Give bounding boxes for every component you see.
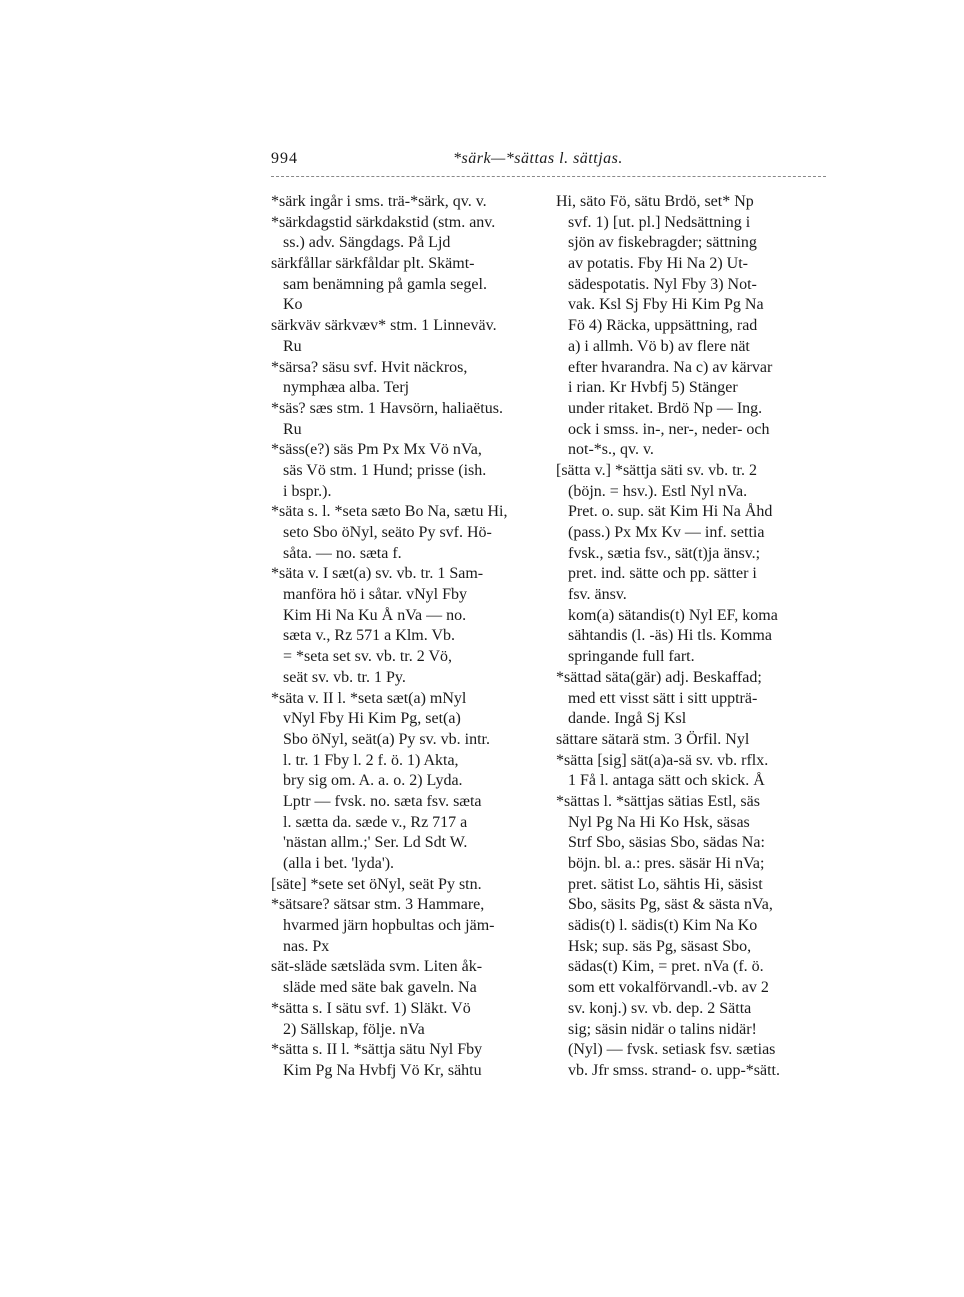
text-line: *säss(e?) säs Pm Px Mx Vö nVa, bbox=[271, 441, 482, 459]
text-line: 'nästan allm.;' Ser. Ld Sdt W. bbox=[283, 834, 468, 852]
text-line: nymphæa alba. Terj bbox=[283, 379, 410, 397]
text-line: under ritaket. Brdö Np — Ing. bbox=[568, 399, 763, 417]
text-line: sädis(t) l. sädis(t) Kim Na Ko bbox=[568, 917, 758, 935]
text-line: l. tr. 1 Fby l. 2 f. ö. 1) Akta, bbox=[283, 751, 459, 769]
text-line: Ko bbox=[283, 296, 303, 314]
text-line: Lptr — fvsk. no. sæta fsv. sæta bbox=[283, 792, 482, 810]
text-line: = *seta set sv. vb. tr. 2 Vö, bbox=[283, 648, 453, 666]
text-line: [sätta v.] *sättja säti sv. vb. tr. 2 bbox=[556, 461, 757, 479]
text-line: ss.) adv. Sängdags. På Ljd bbox=[283, 234, 451, 252]
text-line: Hi, säto Fö, sätu Brdö, set* Np bbox=[556, 193, 754, 210]
text-line: särkfållar särkfåldar plt. Skämt- bbox=[271, 255, 475, 273]
text-line: l. sætta da. sæde v., Rz 717 a bbox=[283, 813, 468, 831]
text-line: sähtandis (l. -äs) Hi tls. Komma bbox=[568, 627, 772, 645]
text-line: (Nyl) — fvsk. setiask fsv. sætias bbox=[568, 1041, 776, 1059]
text-line: seto Sbo öNyl, seäto Py svf. Hö- bbox=[283, 524, 492, 541]
text-line: Strf Sbo, säsias Sbo, sädas Na: bbox=[568, 834, 765, 852]
text-line: Nyl Pg Na Hi Ko Hsk, säsas bbox=[568, 813, 750, 831]
text-line: *sätsare? sätsar stm. 3 Hammare, bbox=[271, 896, 485, 914]
text-line: Sbo öNyl, seät(a) Py sv. vb. intr. bbox=[283, 730, 490, 748]
left-column bbox=[271, 192, 539, 1082]
text-line: Sbo, säsits Pg, säst & sästa nVa, bbox=[568, 896, 773, 914]
text-line: *sätta s. I sätu svf. 1) Släkt. Vö bbox=[271, 999, 471, 1017]
text-line: såta. — no. sæta f. bbox=[283, 544, 402, 562]
text-line: *säta v. I sæt(a) sv. vb. tr. 1 Sam- bbox=[271, 565, 484, 583]
text-line: Hsk; sup. säs Pg, säsast Sbo, bbox=[568, 937, 752, 955]
right-column bbox=[556, 192, 824, 1082]
text-line: Kim Pg Na Hvbfj Vö Kr, sähtu bbox=[283, 1061, 482, 1079]
text-line: med ett visst sätt i sitt uppträ- bbox=[568, 689, 758, 707]
text-line: manföra hö i såtar. vNyl Fby bbox=[283, 586, 467, 604]
text-line: vak. Ksl Sj Fby Hi Kim Pg Na bbox=[568, 296, 764, 314]
text-line: ock i smss. in-, ner-, neder- och bbox=[568, 420, 770, 438]
text-line: springande full fart. bbox=[568, 648, 695, 666]
text-line: sam benämning på gamla segel. bbox=[283, 275, 487, 293]
text-line: särkväv särkvæv* stm. 1 Linneväv. bbox=[271, 317, 497, 335]
text-line: (alla i bet. 'lyda'). bbox=[283, 855, 395, 872]
text-line: *säs? sæs stm. 1 Havsörn, haliaëtus. bbox=[271, 399, 503, 417]
text-line: Pret. o. sup. sät Kim Hi Na Åhd bbox=[568, 503, 773, 521]
text-line: *säta s. l. *seta sæto Bo Na, sætu Hi, bbox=[271, 503, 508, 521]
text-line: *sätta [sig] sät(a)a-sä sv. vb. rflx. bbox=[556, 751, 769, 769]
header-rule bbox=[271, 176, 826, 177]
text-line: vNyl Fby Hi Kim Pg, set(a) bbox=[283, 710, 461, 728]
text-line: pret. sätist Lo, sähtis Hi, säsist bbox=[568, 875, 763, 893]
text-line: släde med säte bak gaveln. Na bbox=[283, 979, 477, 997]
text-line: *sätta s. II l. *sättja sätu Nyl Fby bbox=[271, 1041, 483, 1059]
page-header bbox=[271, 150, 826, 176]
text-line: *särk ingår i sms. trä-*särk, qv. v. bbox=[271, 193, 487, 210]
text-line: seät sv. vb. tr. 1 Py. bbox=[283, 668, 406, 686]
text-line: sjön av fiskebragder; sättning bbox=[568, 234, 757, 252]
text-line: Ru bbox=[283, 337, 302, 355]
text-line: *särkdagstid särkdakstid (stm. anv. bbox=[271, 213, 496, 231]
text-line: Kim Hi Na Ku Å nVa — no. bbox=[283, 606, 467, 624]
text-line: kom(a) sätandis(t) Nyl EF, koma bbox=[568, 606, 778, 624]
text-line: efter hvarandra. Na c) av kärvar bbox=[568, 358, 773, 376]
text-line: sv. konj.) sv. vb. dep. 2 Sätta bbox=[568, 999, 752, 1017]
text-line: *säta v. II l. *seta sæt(a) mNyl bbox=[271, 689, 467, 707]
text-line: sæta v., Rz 571 a Klm. Vb. bbox=[283, 627, 455, 645]
text-line: (böjn. = hsv.). Estl Nyl nVa. bbox=[568, 482, 748, 500]
text-line: bry sig om. A. a. o. 2) Lyda. bbox=[283, 772, 463, 790]
text-line: sättare sätarä stm. 3 Örfil. Nyl bbox=[556, 730, 750, 748]
text-line: svf. 1) [ut. pl.] Nedsättning i bbox=[568, 213, 751, 231]
text-line: sädas(t) Kim, = pret. nVa (f. ö. bbox=[568, 958, 764, 976]
text-line: säs Vö stm. 1 Hund; prisse (ish. bbox=[283, 461, 487, 479]
text-line: (pass.) Px Mx Kv — inf. settia bbox=[568, 524, 765, 541]
text-line: i rian. Kr Hvbfj 5) Stänger bbox=[568, 379, 738, 397]
text-line: *sättad säta(gär) adj. Beskaffad; bbox=[556, 668, 762, 686]
text-line: nas. Px bbox=[283, 937, 330, 955]
text-line: böjn. bl. a.: pres. säsär Hi nVa; bbox=[568, 855, 765, 872]
text-line: sädespotatis. Nyl Fby 3) Not- bbox=[568, 275, 757, 293]
page-number: 994 bbox=[271, 150, 298, 167]
text-line: Fö 4) Räcka, uppsättning, rad bbox=[568, 317, 758, 335]
text-line: 1 Få l. antaga sätt och skick. Å bbox=[568, 772, 765, 790]
text-line: 2) Sällskap, följe. nVa bbox=[283, 1020, 425, 1038]
text-line: som ett vokalförvandl.-vb. av 2 bbox=[568, 979, 769, 997]
text-line: *sättas l. *sättjas sätias Estl, säs bbox=[556, 792, 760, 810]
text-line: av potatis. Fby Hi Na 2) Ut- bbox=[568, 255, 748, 273]
text-line: sig; säsin nidär o talins nidär! bbox=[568, 1020, 757, 1038]
text-line: dande. Ingå Sj Ksl bbox=[568, 710, 687, 728]
text-line: hvarmed järn hopbultas och jäm- bbox=[283, 917, 495, 935]
text-line: sät-släde sætsläda svm. Liten åk- bbox=[271, 958, 483, 976]
text-line: *särsa? säsu svf. Hvit näckros, bbox=[271, 358, 468, 376]
text-line: fvsk., sætia fsv., sät(t)ja änsv.; bbox=[568, 544, 761, 562]
text-line: Ru bbox=[283, 420, 302, 438]
text-line: vb. Jfr smss. strand- o. upp-*sätt. bbox=[568, 1061, 780, 1079]
text-line: i bspr.). bbox=[283, 482, 332, 500]
text-line: fsv. änsv. bbox=[568, 586, 627, 604]
text-line: pret. ind. sätte och pp. sätter i bbox=[568, 565, 757, 583]
text-line: [säte] *sete set öNyl, seät Py stn. bbox=[271, 875, 482, 893]
text-line: a) i allmh. Vö b) av flere nät bbox=[568, 337, 750, 355]
running-title: *särk—*sättas l. sättjas. bbox=[453, 150, 623, 167]
text-line: not-*s., qv. v. bbox=[568, 441, 654, 459]
